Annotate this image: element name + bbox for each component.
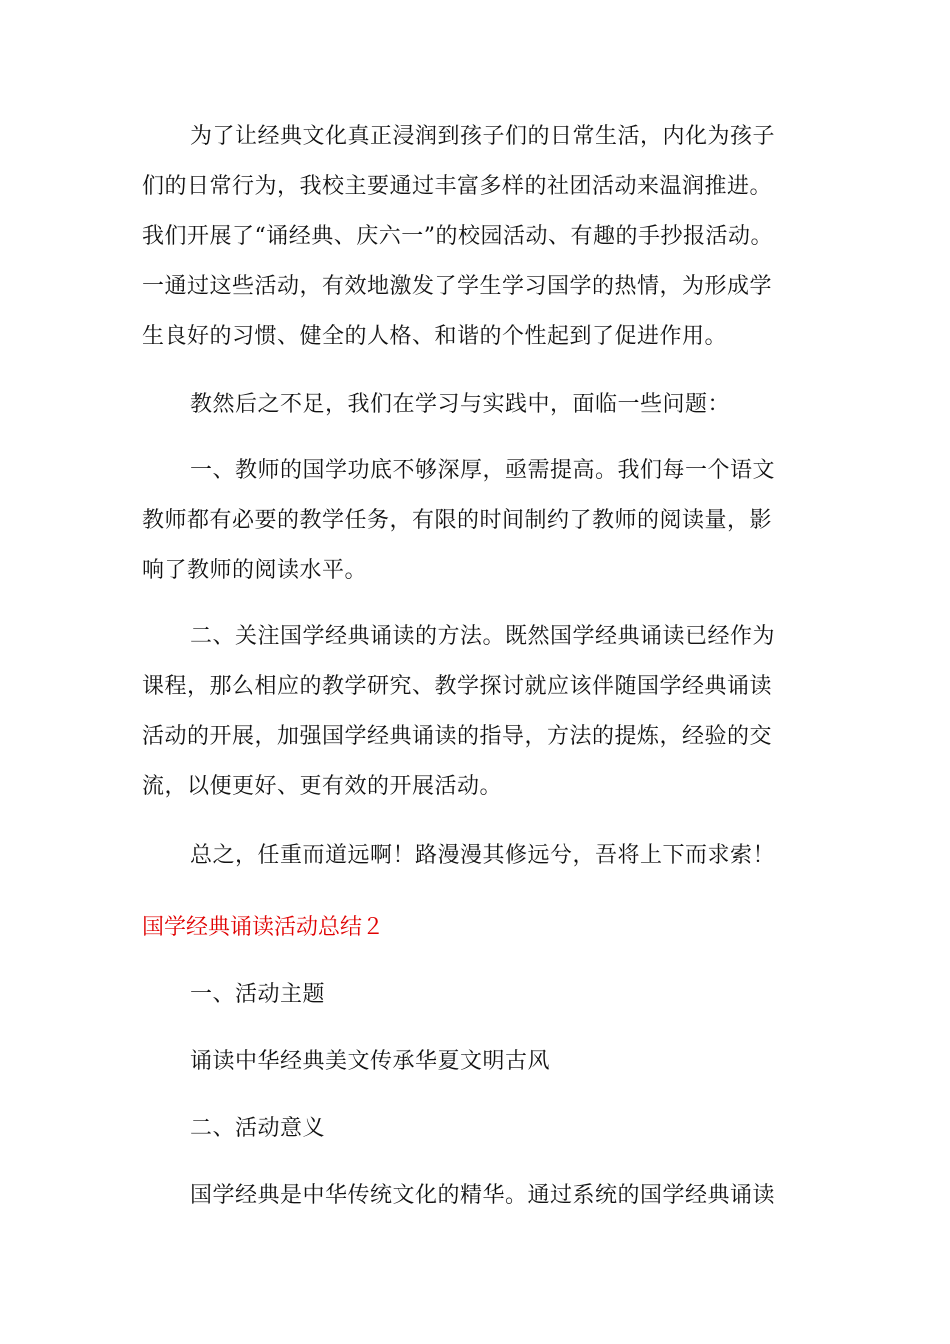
paragraph-4 <box>142 612 812 812</box>
paragraph-3 <box>142 446 812 596</box>
paragraph-line: 为了让经典文化真正浸润到孩子们的日常生活，内化为孩子 <box>190 124 776 149</box>
section-item-theme-label: 一、活动主题 <box>190 982 326 1007</box>
section-item-meaning-text: 国学经典是中华传统文化的精华。通过系统的国学经典诵读 <box>190 1183 776 1208</box>
section-item-meaning-label: 二、活动意义 <box>190 1116 326 1141</box>
paragraph-line: 一通过这些活动，有效地激发了学生学习国学的热情，为形成学 <box>142 274 773 299</box>
paragraph-line: 活动的开展，加强国学经典诵读的指导，方法的提炼，经验的交 <box>142 724 773 749</box>
paragraph-2 <box>142 380 812 430</box>
paragraph-line: 们的日常行为，我校主要通过丰富多样的社团活动来温润推进。 <box>142 174 773 199</box>
paragraph-line: 我们开展了“诵经典、庆六一”的校园活动、有趣的手抄报活动。 <box>142 224 773 249</box>
paragraph-5 <box>142 831 812 881</box>
paragraph-line: 总之，任重而道远啊！路漫漫其修远兮，吾将上下而求索！ <box>190 843 776 868</box>
paragraph-line: 流，以便更好、更有效的开展活动。 <box>142 774 503 799</box>
paragraph-1 <box>142 112 812 362</box>
paragraph-line: 生良好的习惯、健全的人格、和谐的个性起到了促进作用。 <box>142 324 728 349</box>
section-item-theme-text: 诵读中华经典美文传承华夏文明古风 <box>190 1049 551 1074</box>
paragraph-line: 二、关注国学经典诵读的方法。既然国学经典诵读已经作为 <box>190 624 776 649</box>
paragraph-line: 教然后之不足，我们在学习与实践中，面临一些问题： <box>190 392 731 417</box>
paragraph-line: 课程，那么相应的教学研究、教学探讨就应该伴随国学经典诵读 <box>142 674 773 699</box>
paragraph-line: 教师都有必要的教学任务，有限的时间制约了教师的阅读量，影 <box>142 508 773 533</box>
paragraph-line: 响了教师的阅读水平。 <box>142 558 368 583</box>
paragraph-line: 一、教师的国学功底不够深厚，亟需提高。我们每一个语文 <box>190 458 776 483</box>
section-heading: 国学经典诵读活动总结２ <box>142 915 385 940</box>
